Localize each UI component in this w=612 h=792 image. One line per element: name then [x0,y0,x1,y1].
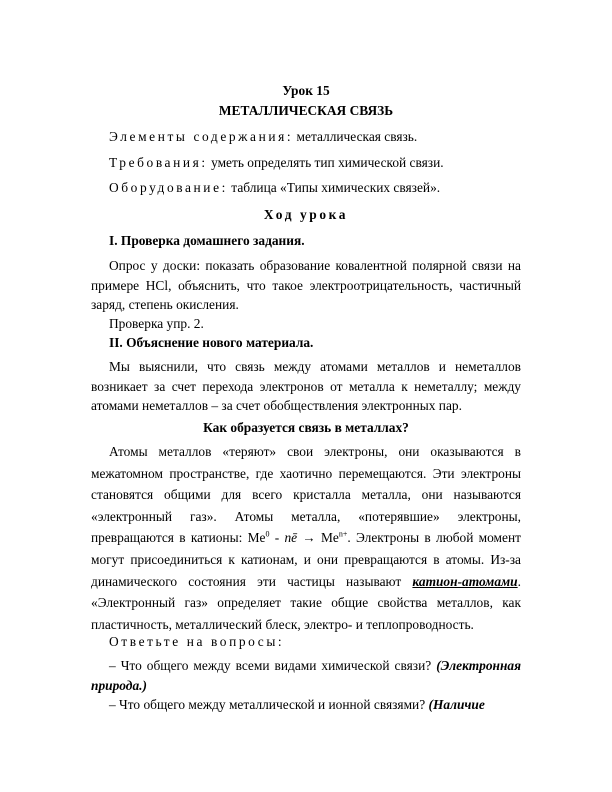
cation-atoms-term: катион-атомами [412,573,518,589]
formula-minus: - [269,530,285,546]
section2-paragraph: Мы выяснили, что связь между атомами металлов и неметаллов возникает за счет перехода электронов от металла к неметаллу; между атомами неметаллов – за счет обобществления электронных пар. [91,359,521,414]
section2-heading: II. Объяснение нового материала. [109,335,314,350]
metal-bond-subheading: Как образуется связь в металлах? [203,420,409,435]
formula-charge-zero: 0 [265,529,270,539]
equipment-line [91,178,521,198]
equipment-label: Оборудование: [109,180,228,195]
section1-heading: I. Проверка домашнего задания. [109,233,305,248]
requirements-line [91,153,521,173]
question-1-answer: (Электронная природа.) [91,658,521,693]
formula-electrons: nē [284,530,298,546]
requirements-value: уметь определять тип химической связи. [207,155,444,170]
formula-metal-atom: Me [247,530,266,546]
equipment-value: таблица «Типы химических связей». [227,180,441,195]
metal-bond-text-2: . Электроны в любой момент могут присоединиться к катионам, и они превращаются в атомы. Из-за динамического состояния эти частицы называют [91,530,521,589]
formula-arrow: → [297,530,321,546]
metal-bond-text-3: . «Электронный газ» определяет такие общие свойства металлов, как пластичность, металлический блеск, электро- и теплопроводность. [91,573,521,632]
content-elements-label: Элементы содержания: [109,129,294,144]
section1-exercise: Проверка упр. 2. [109,316,204,331]
content-elements-line [91,127,521,147]
metal-bond-text-1: Атомы металлов «теряют» свои электроны, они оказываются в межатомном пространстве, где хаотично перемещаются. Эти электроны становятся общими для всего кристалла металла, они называются «электронный газ». Атомы металла, «потерявшие» электроны, превращаются в катионы: [91,444,521,546]
section1-paragraph: Опрос у доски: показать образование ковалентной полярной связи на примере HCl, объяснить, что такое электроотрицательность, частичный заряд, степень окисления. [91,258,521,313]
question-1-text: – Что общего между всеми видами химической связи? [109,658,437,673]
content-elements-value: металлическая связь. [293,129,418,144]
lesson-course-heading: Ход урока [263,207,349,222]
questions-label: Ответьте на вопросы: [109,634,285,649]
lesson-number: Урок 15 [282,83,330,98]
requirements-label: Требования: [109,155,208,170]
formula-metal-cation: Me [321,530,339,546]
formula-charge-n-plus: n+ [338,529,348,539]
question-2-answer: (Наличие [428,697,485,712]
cation-formula [248,530,348,545]
question-2-text: – Что общего между металлической и ионной связями? [109,697,429,712]
metal-bond-paragraph [91,441,521,635]
question-1 [91,656,521,695]
question-2 [91,695,521,715]
lesson-title: МЕТАЛЛИЧЕСКАЯ СВЯЗЬ [218,103,394,118]
